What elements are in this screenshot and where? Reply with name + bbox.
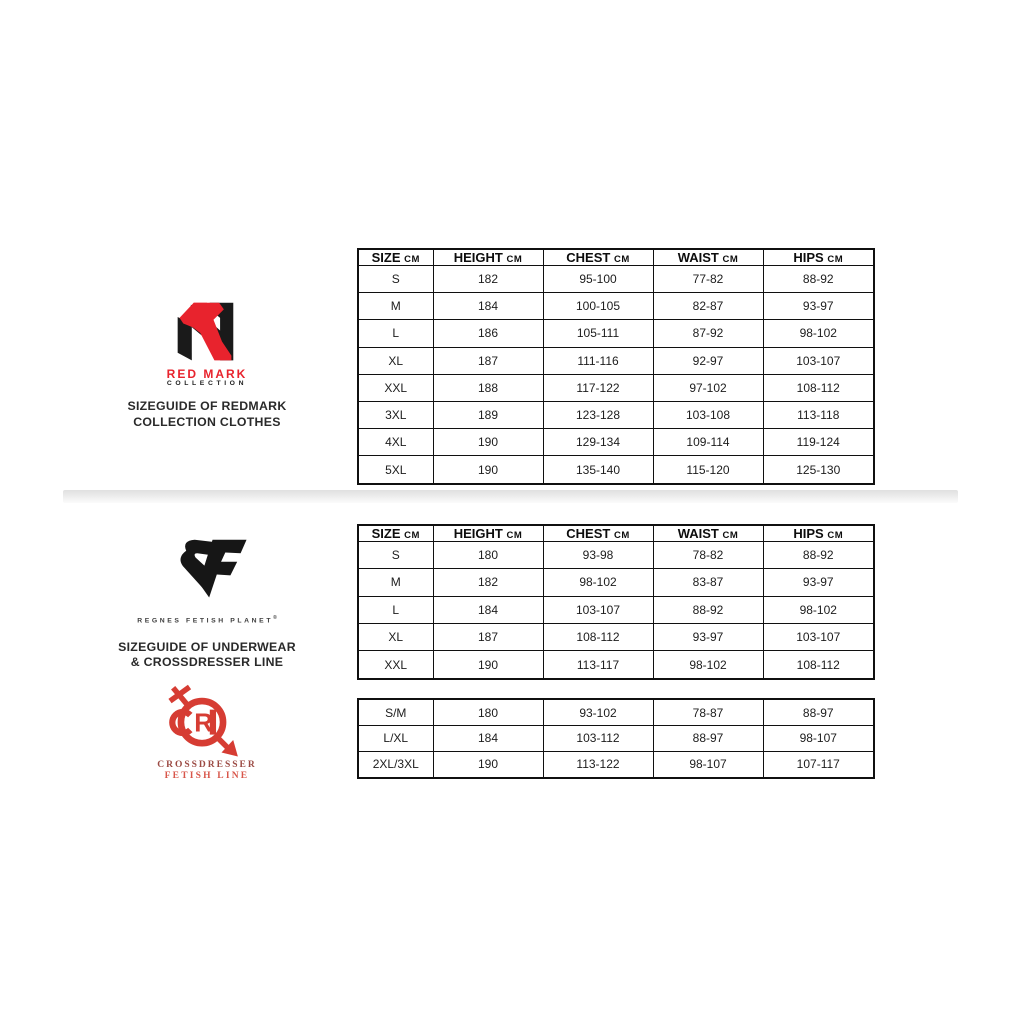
column-header-height: HEIGHT CM xyxy=(433,249,543,266)
table-row xyxy=(358,374,874,401)
column-header-chest: CHEST CM xyxy=(543,525,653,542)
crossdresser-size-table xyxy=(357,698,875,779)
table-row xyxy=(358,751,874,778)
table-row xyxy=(358,401,874,428)
measurement-cell: 184 xyxy=(433,596,543,623)
red-mark-logo-icon xyxy=(172,300,238,365)
size-cell: L/XL xyxy=(358,726,433,752)
column-header-chest: CHEST CM xyxy=(543,249,653,266)
measurement-cell: 93-102 xyxy=(543,699,653,726)
crd-letter-r: R xyxy=(194,709,213,738)
measurement-cell: 98-107 xyxy=(763,726,874,752)
measurement-cell: 184 xyxy=(433,293,543,320)
measurement-cell: 105-111 xyxy=(543,320,653,347)
table-row xyxy=(358,320,874,347)
table-row xyxy=(358,456,874,484)
measurement-cell: 100-105 xyxy=(543,293,653,320)
measurement-cell: 109-114 xyxy=(653,429,763,456)
red-mark-brand-subtitle: COLLECTION xyxy=(166,380,248,387)
measurement-cell: 125-130 xyxy=(763,456,874,484)
table-row xyxy=(358,542,874,569)
measurement-cell: 119-124 xyxy=(763,429,874,456)
measurement-cell: 83-87 xyxy=(653,569,763,596)
measurement-cell: 78-87 xyxy=(653,699,763,726)
measurement-cell: 88-92 xyxy=(763,266,874,293)
size-cell: 3XL xyxy=(358,401,433,428)
crossdresser-caption-line1: CROSSDRESSER xyxy=(157,760,257,770)
size-cell: L xyxy=(358,320,433,347)
unit-label: CM xyxy=(404,530,420,541)
measurement-cell: 115-120 xyxy=(653,456,763,484)
measurement-cell: 77-82 xyxy=(653,266,763,293)
crossdresser-caption-line2: FETISH LINE xyxy=(164,771,250,781)
measurement-cell: 88-92 xyxy=(763,542,874,569)
measurement-cell: 187 xyxy=(433,623,543,650)
underwear-caption-line1: SIZEGUIDE OF UNDERWEAR xyxy=(118,640,296,654)
unit-label: CM xyxy=(506,530,523,541)
red-mark-brand-name: RED MARK xyxy=(166,367,248,381)
measurement-cell: 190 xyxy=(433,456,543,484)
redmark-size-table xyxy=(357,248,875,485)
measurement-cell: 93-98 xyxy=(543,542,653,569)
section-divider xyxy=(63,490,958,503)
measurement-cell: 123-128 xyxy=(543,401,653,428)
unit-label: CM xyxy=(827,254,844,265)
measurement-cell: 190 xyxy=(433,429,543,456)
measurement-cell: 95-100 xyxy=(543,266,653,293)
measurement-cell: 98-102 xyxy=(653,651,763,679)
table-row xyxy=(358,651,874,679)
unit-label: CM xyxy=(404,254,420,265)
column-header-size: SIZE CM xyxy=(358,249,433,266)
measurement-cell: 103-107 xyxy=(763,347,874,374)
measurement-cell: 82-87 xyxy=(653,293,763,320)
size-cell: S xyxy=(358,542,433,569)
size-cell: 2XL/3XL xyxy=(358,751,433,778)
size-cell: M xyxy=(358,569,433,596)
measurement-cell: 88-92 xyxy=(653,596,763,623)
underwear-size-table xyxy=(357,524,875,680)
table-row xyxy=(358,266,874,293)
size-cell: XXL xyxy=(358,374,433,401)
measurement-cell: 129-134 xyxy=(543,429,653,456)
table-row xyxy=(358,429,874,456)
underwear-sizeguide-caption xyxy=(92,640,322,670)
regnes-fetish-planet-logo-icon xyxy=(170,538,250,606)
column-header-waist: WAIST CM xyxy=(653,249,763,266)
regnes-brand-name: REGNES FETISH PLANET® xyxy=(137,615,277,625)
measurement-cell: 135-140 xyxy=(543,456,653,484)
measurement-cell: 180 xyxy=(433,699,543,726)
measurement-cell: 88-97 xyxy=(763,699,874,726)
red-mark-caption-line1: SIZEGUIDE OF REDMARK xyxy=(127,399,287,413)
measurement-cell: 88-97 xyxy=(653,726,763,752)
measurement-cell: 182 xyxy=(433,569,543,596)
measurement-cell: 103-107 xyxy=(543,596,653,623)
measurement-cell: 98-107 xyxy=(653,751,763,778)
measurement-cell: 180 xyxy=(433,542,543,569)
table-row xyxy=(358,623,874,650)
table-row xyxy=(358,699,874,726)
unit-label: CM xyxy=(506,254,523,265)
table-header-row xyxy=(358,525,874,542)
column-header-height: HEIGHT CM xyxy=(433,525,543,542)
measurement-cell: 87-92 xyxy=(653,320,763,347)
column-header-waist: WAIST CM xyxy=(653,525,763,542)
table-row xyxy=(358,293,874,320)
measurement-cell: 108-112 xyxy=(763,651,874,679)
table-header-row xyxy=(358,249,874,266)
measurement-cell: 186 xyxy=(433,320,543,347)
measurement-cell: 108-112 xyxy=(763,374,874,401)
measurement-cell: 187 xyxy=(433,347,543,374)
size-cell: XL xyxy=(358,347,433,374)
red-mark-caption-line2: COLLECTION CLOTHES xyxy=(133,414,281,429)
table-row xyxy=(358,726,874,752)
size-cell: 5XL xyxy=(358,456,433,484)
column-header-hips: HIPS CM xyxy=(763,525,874,542)
crossdresser-fetish-line-logo-icon xyxy=(163,680,241,758)
measurement-cell: 113-117 xyxy=(543,651,653,679)
measurement-cell: 93-97 xyxy=(653,623,763,650)
measurement-cell: 93-97 xyxy=(763,293,874,320)
measurement-cell: 190 xyxy=(433,751,543,778)
size-cell: XL xyxy=(358,623,433,650)
unit-label: CM xyxy=(827,530,844,541)
size-cell: 4XL xyxy=(358,429,433,456)
measurement-cell: 182 xyxy=(433,266,543,293)
measurement-cell: 103-108 xyxy=(653,401,763,428)
measurement-cell: 190 xyxy=(433,651,543,679)
unit-label: CM xyxy=(613,530,630,541)
unit-label: CM xyxy=(722,530,739,541)
measurement-cell: 113-118 xyxy=(763,401,874,428)
table-row xyxy=(358,347,874,374)
column-header-hips: HIPS CM xyxy=(763,249,874,266)
measurement-cell: 78-82 xyxy=(653,542,763,569)
size-cell: XXL xyxy=(358,651,433,679)
measurement-cell: 108-112 xyxy=(543,623,653,650)
measurement-cell: 103-107 xyxy=(763,623,874,650)
measurement-cell: 103-112 xyxy=(543,726,653,752)
red-mark-sizeguide-caption xyxy=(92,399,322,430)
registered-trademark-icon: ® xyxy=(273,615,277,621)
measurement-cell: 98-102 xyxy=(763,596,874,623)
measurement-cell: 98-102 xyxy=(763,320,874,347)
measurement-cell: 98-102 xyxy=(543,569,653,596)
measurement-cell: 97-102 xyxy=(653,374,763,401)
measurement-cell: 107-117 xyxy=(763,751,874,778)
measurement-cell: 188 xyxy=(433,374,543,401)
measurement-cell: 113-122 xyxy=(543,751,653,778)
unit-label: CM xyxy=(613,254,630,265)
size-cell: M xyxy=(358,293,433,320)
column-header-size: SIZE CM xyxy=(358,525,433,542)
size-cell: S/M xyxy=(358,699,433,726)
size-cell: L xyxy=(358,596,433,623)
size-cell: S xyxy=(358,266,433,293)
measurement-cell: 184 xyxy=(433,726,543,752)
table-row xyxy=(358,596,874,623)
table-row xyxy=(358,569,874,596)
measurement-cell: 93-97 xyxy=(763,569,874,596)
measurement-cell: 189 xyxy=(433,401,543,428)
measurement-cell: 111-116 xyxy=(543,347,653,374)
measurement-cell: 92-97 xyxy=(653,347,763,374)
measurement-cell: 117-122 xyxy=(543,374,653,401)
unit-label: CM xyxy=(722,254,739,265)
underwear-caption-line2: & CROSSDRESSER LINE xyxy=(130,655,284,669)
